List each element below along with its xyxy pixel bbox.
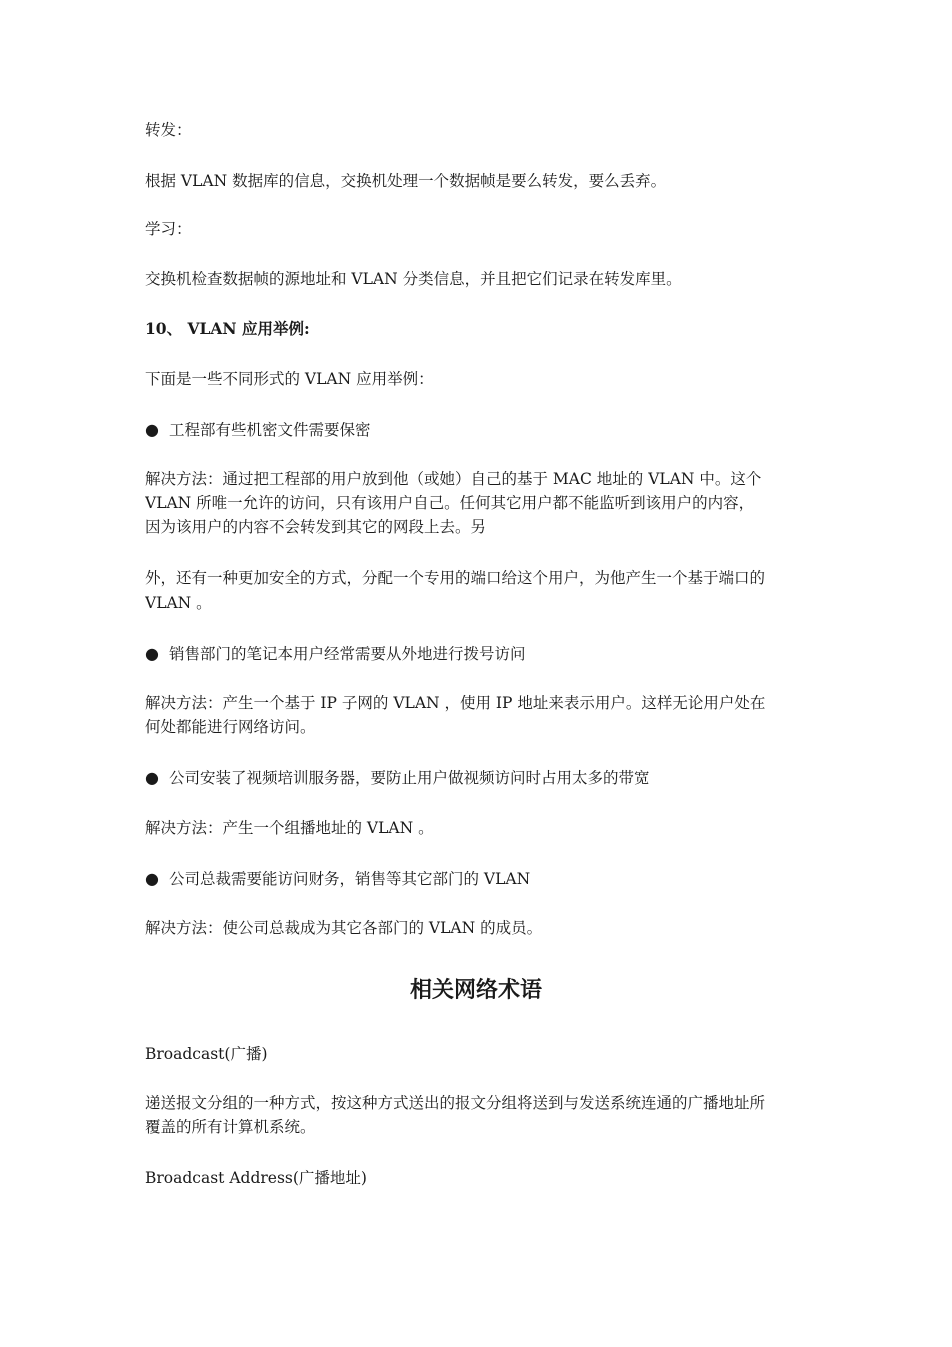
case-text: 工程部有些机密文件需要保密 xyxy=(168,421,371,439)
forwarding-label: 转发： xyxy=(145,121,192,139)
solution-line: VLAN 所唯一允许的访问，只有该用户自己。任何其它用户都不能监听到该用户的内容， xyxy=(145,494,755,512)
case-text: 公司总裁需要能访问财务，销售等其它部门的 VLAN xyxy=(168,870,531,888)
learning-label: 学习： xyxy=(145,220,192,238)
solution-line: 何处都能进行网络访问。 xyxy=(145,718,316,736)
glossary-term: Broadcast Address(广播地址) xyxy=(145,1169,367,1187)
solution-line: 解决方法：产生一个组播地址的 VLAN 。 xyxy=(145,819,434,837)
list-item-case-2 xyxy=(145,642,815,666)
learning-text: 交换机检查数据帧的源地址和 VLAN 分类信息，并且把它们记录在转发库里。 xyxy=(145,270,682,288)
glossary-definition-line: 覆盖的所有计算机系统。 xyxy=(145,1118,316,1136)
list-item-case-3 xyxy=(145,766,815,790)
section-heading-vlan-examples: 10、 VLAN 应用举例: xyxy=(145,319,310,338)
solution-extra-line: 外，还有一种更加安全的方式，分配一个专用的端口给这个用户，为他产生一个基于端口的 xyxy=(145,569,766,587)
forwarding-text: 根据 VLAN 数据库的信息，交换机处理一个数据帧是要么转发，要么丢弃。 xyxy=(145,172,667,190)
bullet-icon: ● xyxy=(145,420,159,439)
solution-line: 解决方法：产生一个基于 IP 子网的 VLAN ，使用 IP 地址来表示用户。这样无论用户处在 xyxy=(145,694,766,712)
bullet-icon: ● xyxy=(145,869,159,888)
case-text: 公司安装了视频培训服务器，要防止用户做视频访问时占用太多的带宽 xyxy=(168,769,650,787)
solution-extra-line: VLAN 。 xyxy=(145,594,212,612)
glossary-definition-line: 递送报文分组的一种方式，按这种方式送出的报文分组将送到与发送系统连通的广播地址所 xyxy=(145,1094,766,1112)
glossary-term: Broadcast(广播) xyxy=(145,1045,268,1063)
list-item-case-4 xyxy=(145,867,815,891)
solution-line: 解决方法：使公司总裁成为其它各部门的 VLAN 的成员。 xyxy=(145,919,543,937)
solution-line: 解决方法：通过把工程部的用户放到他（或她）自己的基于 MAC 地址的 VLAN 中。这个 xyxy=(145,470,762,488)
list-item-case-1 xyxy=(145,418,815,442)
case-text: 销售部门的笔记本用户经常需要从外地进行拨号访问 xyxy=(168,645,526,663)
solution-line: 因为该用户的内容不会转发到其它的网段上去。另 xyxy=(145,518,487,536)
glossary-title: 相关网络术语 xyxy=(409,978,542,1003)
examples-intro: 下面是一些不同形式的 VLAN 应用举例： xyxy=(145,370,434,388)
bullet-icon: ● xyxy=(145,644,159,663)
bullet-icon: ● xyxy=(145,768,159,787)
